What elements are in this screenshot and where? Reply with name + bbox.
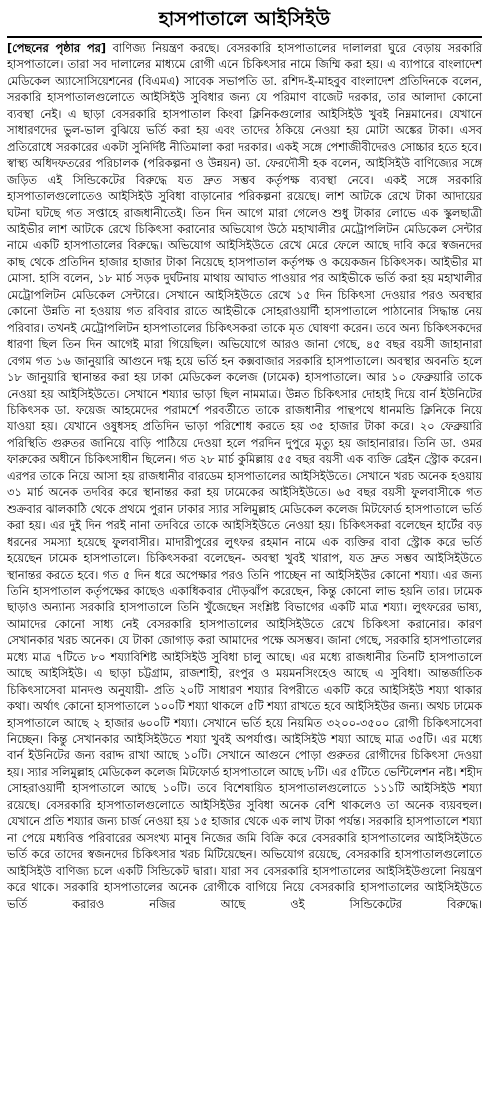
continued-from-tag: [পেছনের পৃষ্ঠার পর]: [7, 42, 107, 55]
article-body-text: বাণিজ্য নিয়ন্ত্রণ করছে। বেসরকারি হাসপাতালের দালালরা ঘুরে বেড়ায় সরকারি হাসপাতালে। তারা সব দালালের মাধ্যমে রোগী এনে চিকিৎসার নামে জিম্মি করা হয়। এ ব্যাপারে বাংলাদেশ মেডিকেল অ্যাসোসিয়েশনের (বিএমএ) সাবেক সভাপতি ডা. রশিদ-ই-মাহবুব বাংলাদেশ প্রতিদিনকে বলেন, সরকারি হাসপাতালগুলোতে আইসিইউ সুবিধার জন্য যে পরিমাণ বাজেট দরকার, তার আলাদা কোনো ব্যবস্থা নেই। এ ছাড়া বেসরকারি হাসপাতাল কিংবা ক্লিনিকগুলোর আইসিইউ খুবই নিম্নমানের। যেখানে সাধারণদের ভুল-ভাল বুঝিয়ে ভর্তি করা হয় এবং তাদের ঠকিয়ে নেওয়া হয় মোটা অঙ্কের টাকা। এসব প্রতিরোধে সরকারের একটা সুনির্দিষ্ট নীতিমালা করা দরকার। একই সঙ্গে পেশাজীবীদেরও সোচ্চার হতে হবে। স্বাস্থ্য অধিদফতরের পরিচালক (পরিকল্পনা ও উন্নয়ন) ডা. ফেরদৌসী হক বলেন, আইসিইউ বাণিজ্যের সঙ্গে জড়িত এই সিন্ডিকেটের বিরুদ্ধে যত দ্রুত সম্ভব কর্তৃপক্ষ ব্যবস্থা নেবে। একই সঙ্গে সরকারি হাসপাতালগুলোতেও আইসিইউ সুবিধা বাড়ানোর পরিকল্পনা রয়েছে। লাশ আটকে রেখে টাকা আদায়ের ঘটনা ঘটছে গত সপ্তাহে রাজধানীতেই। তিন দিন আগে মারা গেলেও শুধু টাকার লোভে এক স্কুলছাত্রী আইভীর লাশ আটকে রেখে চিকিৎসা করানোর অভিযোগ উঠে মহাখালীর মেট্রোপলিটন মেডিকেল সেন্টার নামে একটি হাসপাতালের বিরুদ্ধে। অভিযোগ আইসিইউতে রেখে মেরে ফেলে আছে দাবি করে স্বজনদের কাছ থেকে প্রতিদিন হাজার হাজার টাকা নিয়েছে হাসপাতাল কর্তৃপক্ষ ও কয়েকজন চিকিৎসক। আইভীর মা মোসা. হাসি বলেন, ১৮ মার্চ সড়ক দুর্ঘটনায় মাথায় আঘাত পাওয়ার পর আইভীকে ভর্তি করা হয় মহাখালীর মেট্রোপলিটন মেডিকেল সেন্টারে। সেখানে আইসিইউতে রেখে ১৫ দিন চিকিৎসা দেওয়ার পরও অবস্থার কোনো উন্নতি না হওয়ায় গত রবিবার রাতে আইভীকে সোহরাওয়ার্দী হাসপাতালে পাঠানোর সিদ্ধান্ত নেয় পরিবার। তখনই মেট্রোপলিটন হাসপাতালের চিকিৎসকরা তাকে মৃত ঘোষণা করেন। তবে অন্য চিকিৎসকদের ধারণা ছিল তিন দিন আগেই মারা গিয়েছিল। অভিযোগে আরও জানা গেছে, ৪৫ বছর বয়সী জাহানারা বেগম গত ১৬ জানুয়ারি আগুনে দগ্ধ হয়ে ভর্তি হন কক্সবাজার সরকারি হাসপাতালে। অবস্থার অবনতি হলে ১৮ জানুয়ারি স্থানান্তর করা হয় ঢাকা মেডিকেল কলেজ (ঢামেক) হাসপাতালে। আর ১০ ফেব্রুয়ারি তাকে নেওয়া হয় আইসিইউতে। সেখানে শয্যার ভাড়া ছিল নামমাত্র। উন্নত চিকিৎসার দোহাই দিয়ে বার্ন ইউনিটের চিকিৎসক ডা. ফয়েজ আহমেদের পরামর্শে পরবর্তীতে তাকে রাজধানীর পান্থপথে ধানমন্ডি ক্লিনিকে নিয়ে যাওয়া হয়। যেখানে ওষুধসহ প্রতিদিন ভাড়া পরিশোধ করতে হয় ৩৫ হাজার টাকা করে। ২০ ফেব্রুয়ারি পরিস্থিতি গুরুতর জানিয়ে বাড়ি পাঠিয়ে দেওয়া হলে পরদিন দুপুরে মৃত্যু হয় জাহানারার। তিনি ডা. ওমর ফারুকের অধীনে চিকিৎসাধীন ছিলেন। গত ২৮ মার্চ কুমিল্লায় ৫৫ বছর বয়সী এক ব্যক্তি ব্রেইন স্ট্রোক করেন। এরপর তাকে নিয়ে আসা হয় রাজধানীর বারডেম হাসপাতালের আইসিইউতে। সেখানে খরচ অনেক হওয়ায় ৩১ মার্চ অনেক তদবির করে স্থানান্তর করা হয় ঢামেকের আইসিইউতে। ৬৫ বছর বয়সী ফুলবাসীকে গত শুক্রবার ঝালকাঠি থেকে প্রথমে পুরান ঢাকার স্যার সলিমুল্লাহ মেডিকেল কলেজ মিটফোর্ড হাসপাতালে ভর্তি করা হয়। এর দুই দিন পরই নানা তদবিরে তাকে আইসিইউতে নেওয়া হয়। চিকিৎসকরা বলেছেন হার্টের বড় ধরনের সমস্যা হয়েছে ফুলবাসীর। মাদারীপুরের লুৎফর রহমান নামে এক ব্যক্তির বাবা স্ট্রোক করে ভর্তি হয়েছেন ঢামেক হাসপাতালে। চিকিৎসকরা বলেছেন- অবস্থা খুবই খারাপ, যত দ্রুত সম্ভব আইসিইউতে স্থানান্তর করতে হবে। গত ৫ দিন ধরে অপেক্ষার পরও তিনি পাচ্ছেন না আইসিইউর কোনো শয্যা। এর জন্য তিনি হাসপাতাল কর্তৃপক্ষের কাছেও একাধিকবার দৌড়ঝাঁপ করেছেন, কিন্তু কোনো লাভ হয়নি তার। ঢামেক ছাড়াও অন্যান্য সরকারি হাসপাতালে তিনি খুঁজেছেন সংশ্লিষ্ট বিভাগের একটি মাত্র শয্যা। লুৎফরের ভাষ্য, আমাদের কোনো সাধ্য নেই বেসরকারি হাসপাতালের আইসিইউতে রেখে চিকিৎসা করানোর। কারণ সেখানকার খরচ অনেক। যে টাকা জোগাড় করা আমাদের পক্ষে অসম্ভব। জানা গেছে, সরকারি হাসপাতালের মধ্যে মাত্র ৭টিতে ৮০ শয্যাবিশিষ্ট আইসিইউ সুবিধা চালু আছে। এর মধ্যে রাজধানীর তিনটি হাসপাতালে আছে আইসিইউ। এ ছাড়া চট্টগ্রাম, রাজশাহী, রংপুর ও ময়মনসিংহেও আছে এ সুবিধা। আন্তর্জাতিক চিকিৎসাসেবা মানদণ্ড অনুযায়ী- প্রতি ২০টি সাধারণ শয্যার বিপরীতে একটি করে আইসিইউ শয্যা থাকার কথা। অর্থাৎ কোনো হাসপাতালে ১০০টি শয্যা থাকলে ৫টি শয্যা রাখতে হবে আইসিইউর জন্য। অথচ ঢামেক হাসপাতালে আছে ২ হাজার ৬০০টি শয্যা। সেখানে ভর্তি হয়ে নিয়মিত ৩২০০-৩৫০০ রোগী চিকিৎসাসেবা নিচ্ছেন। কিন্তু সেখানকার আইসিইউতে শয্যা খুবই অপর্যাপ্ত। আইসিইউ শয্যা আছে মাত্র ৩৫টি। এর মধ্যে বার্ন ইউনিটের জন্য বরাদ্দ রাখা আছে ১০টি। সেখানে আগুনে পোড়া গুরুতর রোগীদের চিকিৎসা দেওয়া হয়। স্যার সলিমুল্লাহ মেডিকেল কলেজ মিটফোর্ড হাসপাতালে আছে ৮টি। এর ৫টিতে ভেন্টিলেশন নষ্ট। শহীদ সোহরাওয়ার্দী হাসপাতালে আছে ১০টি। তবে বিশেষায়িত হাসপাতালগুলোতে ১১১টি আইসিইউ শয্যা রয়েছে। বেসরকারি হাসপাতালগুলোতে আইসিইউর সুবিধা অনেক বেশি থাকলেও তা অনেক ব্যয়বহুল। যেখানে প্রতি শয্যার জন্য চার্জ নেওয়া হয় ১৫ হাজার থেকে এক লাখ টাকা পর্যন্ত। সরকারি হাসপাতালে শয্যা না পেয়ে মধ্যবিত্ত পরিবারের অসংখ্য মানুষ নিজের জমি বিক্রি করে বেসরকারি হাসপাতালের আইসিইউতে ভর্তি করে তাদের স্বজনদের চিকিৎসার খরচ মিটিয়েছেন। অভিযোগ রয়েছে, বেসরকারি হাসপাতালগুলোতে আইসিইউ বাণিজ্য চলে একটি সিন্ডিকেট দ্বারা। যারা সব বেসরকারি হাসপাতালের আইসিইউগুলো নিয়ন্ত্রণ করে থাকে। সরকারি হাসপাতালের অনেক রোগীকে বাগিয়ে নিয়ে বেসরকারি হাসপাতালের আইসিইউতে ভর্তি করারও নজির আছে ওই সিন্ডিকেটের বিরুদ্ধে।: [7, 42, 483, 911]
article-body: [7, 41, 482, 913]
article-headline: হাসপাতালে আইসিইউ: [158, 8, 331, 30]
headline-divider: [7, 36, 482, 38]
